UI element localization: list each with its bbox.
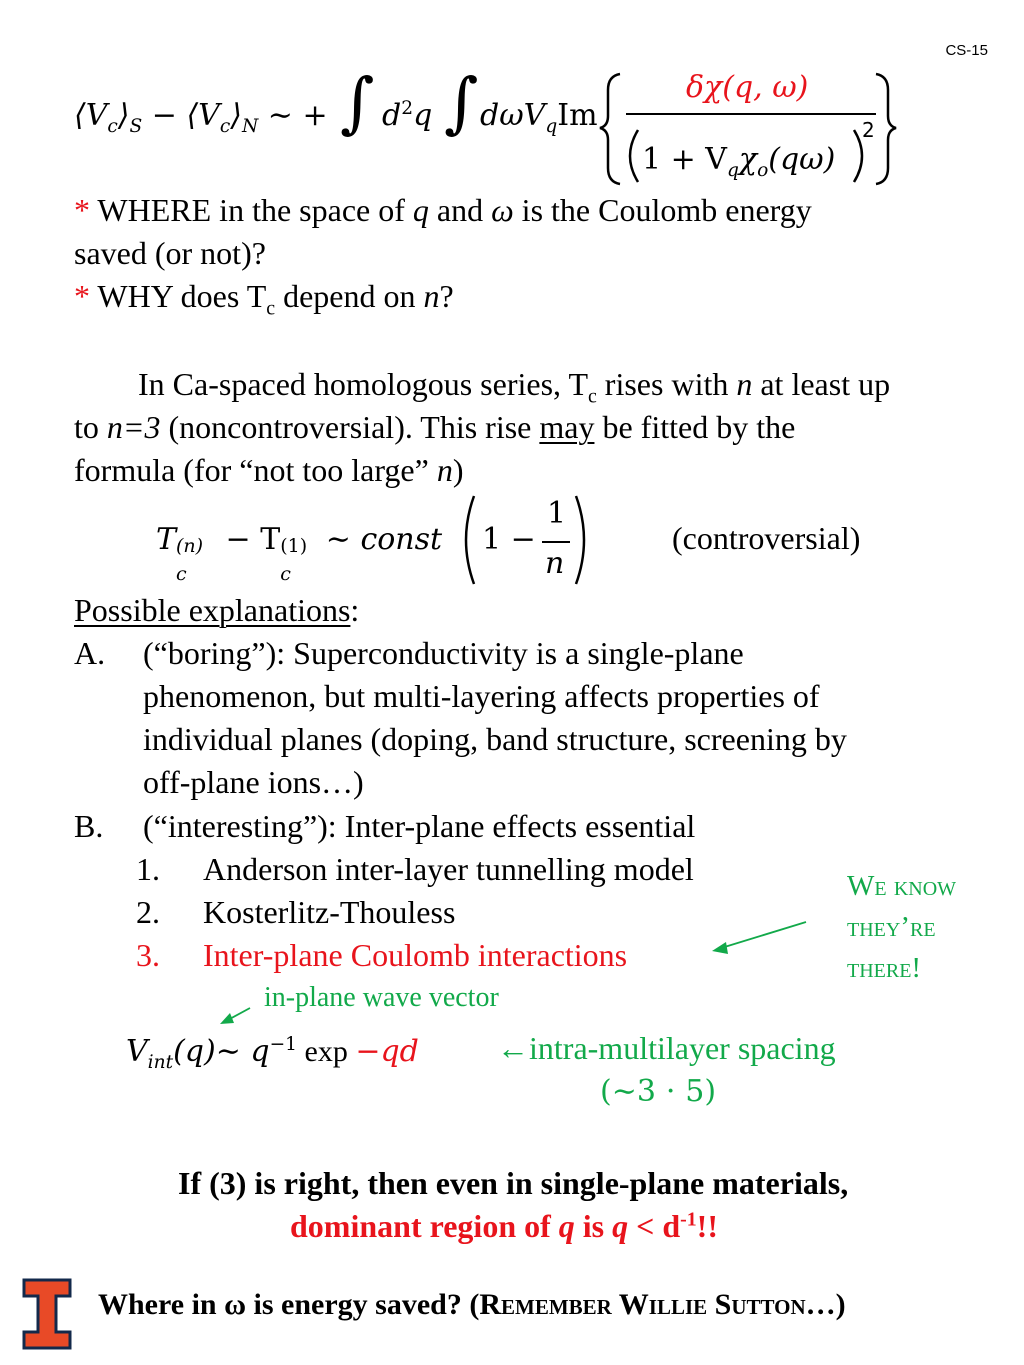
illinois-logo-icon	[22, 1278, 72, 1350]
explanation-a-line-2: phenomenon, but multi-layering affects properties of	[143, 678, 820, 714]
in-plane-wave-vector-label: in-plane wave vector	[264, 982, 499, 1013]
slide-number: CS-15	[945, 42, 988, 59]
list-item-num: 3.	[136, 937, 160, 973]
list-item-kosterlitz: Kosterlitz-Thouless	[203, 894, 456, 930]
arrow-to-coulomb-icon	[712, 922, 806, 954]
explanation-a-marker: A.	[74, 635, 106, 671]
footer-question: Where in ω is energy saved? (Remember Willie Sutton…)	[98, 1288, 846, 1321]
equation1-exponent: 2	[862, 118, 875, 142]
equation2-frac-den: n	[545, 546, 565, 581]
list-item-anderson: Anderson inter-layer tunnelling model	[203, 851, 694, 887]
question-why: * WHY does $T_c$ depend on n?	[74, 278, 454, 320]
intra-multilayer-label: ←intra-multilayer spacing	[497, 1030, 836, 1066]
equation1-denominator: $1 + V_q\chi_o(q\omega)$	[642, 142, 836, 181]
list-item-coulomb: Inter-plane Coulomb interactions	[203, 937, 628, 973]
arrow-to-q-icon	[220, 1008, 250, 1024]
equation1-d2q: $d^2q$	[382, 98, 433, 133]
explanations-heading: Possible explanations:	[74, 592, 360, 628]
we-know-annotation: We know they’re there!	[847, 870, 957, 984]
integral-sign: ∫	[340, 64, 375, 141]
list-item-num: 2.	[136, 894, 160, 930]
explanation-b-line: (“interesting”): Inter-plane effects essential	[143, 808, 696, 844]
question-where-line2: saved (or not)?	[74, 235, 266, 271]
equation2-frac-num: 1	[547, 496, 567, 531]
controversial-label: (controversial)	[672, 520, 861, 556]
equation2-one-minus: 1 −	[482, 522, 536, 557]
conclusion-line-1: If (3) is right, then even in single-plane materials,	[178, 1165, 849, 1201]
integral-sign-2: ∫	[444, 64, 479, 141]
explanation-a-line-1: (“boring”): Superconductivity is a single-plane	[143, 635, 744, 671]
equation1-lhs: $⟨V_c⟩_S$ − $⟨V_c⟩_N$ ∼ +	[74, 98, 328, 137]
intra-multilayer-value: (∼3 ⋅ 5)	[600, 1074, 717, 1109]
paragraph-line-1: In Ca-spaced homologous series, $T_c$ rises with n at least up	[138, 366, 891, 408]
paragraph-line-3: formula (for “not too large” n)	[74, 452, 464, 488]
explanation-a-line-4: off-plane ions…)	[143, 764, 364, 800]
conclusion-line-2: dominant region of q is $q < d^{-1}$!!	[290, 1208, 718, 1244]
explanation-a-line-3: individual planes (doping, band structure, screening by	[143, 721, 847, 757]
equation1-domega: dωV$_q$Im	[480, 98, 598, 137]
equation1-numerator: δχ(q, ω)	[686, 70, 809, 105]
equation-vint: $V_{int}(q)\sim$ $q^{-1}$ exp −qd	[126, 1034, 419, 1073]
paragraph-line-2: to n=3 (noncontroversial). This rise may be fitted by the	[74, 409, 796, 445]
question-where: * WHERE in the space of q and ω is the Coulomb energy	[74, 192, 812, 228]
explanation-b-marker: B.	[74, 808, 104, 844]
list-item-num: 1.	[136, 851, 160, 887]
equation2-lhs: T (n) c − T (1) c ∼ const	[156, 522, 443, 585]
